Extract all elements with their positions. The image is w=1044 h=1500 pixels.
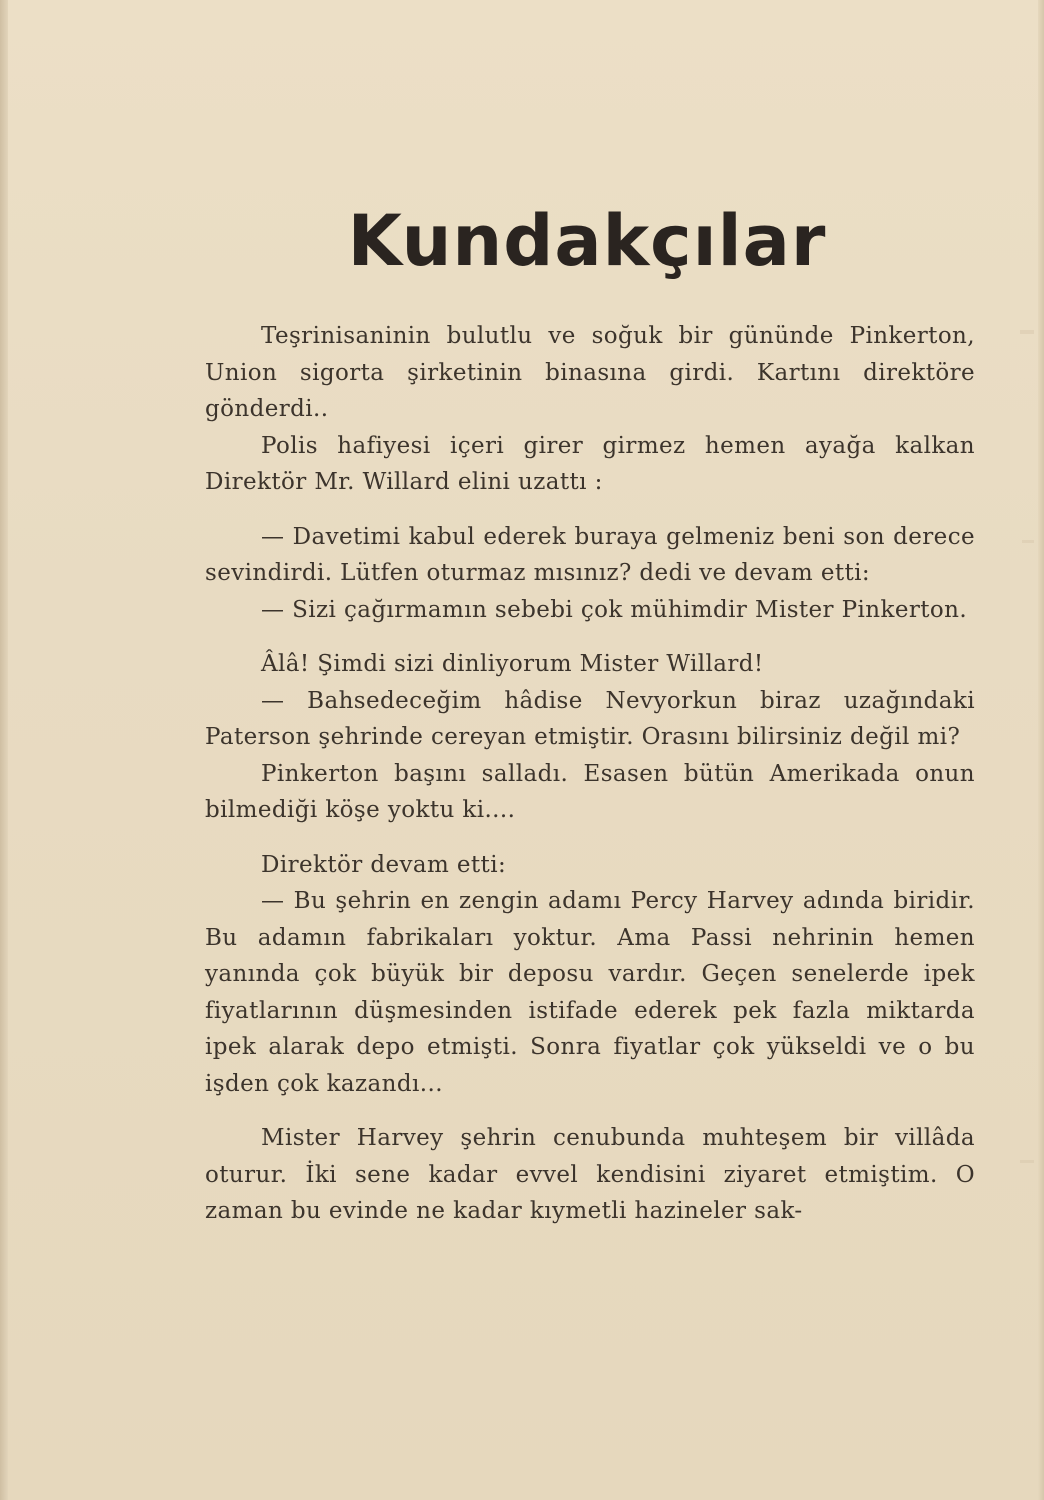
paragraph: Mister Harvey şehrin cenubunda muhteşem bir villâda oturur. İki sene kadar evvel kendisini ziyaret etmiştim. O zaman bu evinde ne kadar kıymetli hazineler sak- [205, 1125, 975, 1224]
chapter-body [205, 318, 975, 1230]
dialogue-paragraph: — Sizi çağırmamın sebebi çok mühimdir Mister Pinkerton. [261, 596, 968, 623]
paragraph: Âlâ! Şimdi sizi dinliyorum Mister Willard! [261, 651, 764, 677]
dialogue-paragraph: — Bahsedeceğim hâdise Nevyorkun biraz uzağındaki Paterson şehrinde cereyan etmiştir. Orasını bilirsiniz değil mi? [205, 687, 975, 750]
dialogue-paragraph: — Davetimi kabul ederek buraya gelmeniz beni son derece sevindirdi. Lütfen oturmaz mısınız? dedi ve devam etti: [205, 523, 975, 586]
paper-smudge [1022, 540, 1034, 543]
paragraph: Polis hafiyesi içeri girer girmez hemen ayağa kalkan Direktör Mr. Willard elini uzattı : [205, 432, 975, 495]
paper-smudge [1020, 330, 1034, 334]
dialogue-paragraph: — Bu şehrin en zengin adamı Percy Harvey adında biridir. Bu adamın fabrikaları yoktur. Ama Passi nehrinin hemen yanında çok büyük bir deposu vardır. Geçen senelerde ipek fiyatlarının düşmesinden istifade ederek pek fazla miktarda ipek alarak depo etmişti. Sonra fiyatlar çok yükseldi ve o bu işden çok kazandı... [205, 888, 975, 1097]
paragraph: Pinkerton başını salladı. Esasen bütün Amerikada onun bilmediği köşe yoktu ki.... [205, 760, 975, 823]
paragraph: Teşrinisaninin bulutlu ve soğuk bir gününde Pinkerton, Union sigorta şirketinin binasına girdi. Kartını direktöre gönderdi.. [205, 323, 975, 422]
paper-smudge [1020, 1160, 1034, 1163]
chapter-title: Kundakçılar [347, 200, 827, 282]
paragraph: Direktör devam etti: [261, 851, 507, 878]
